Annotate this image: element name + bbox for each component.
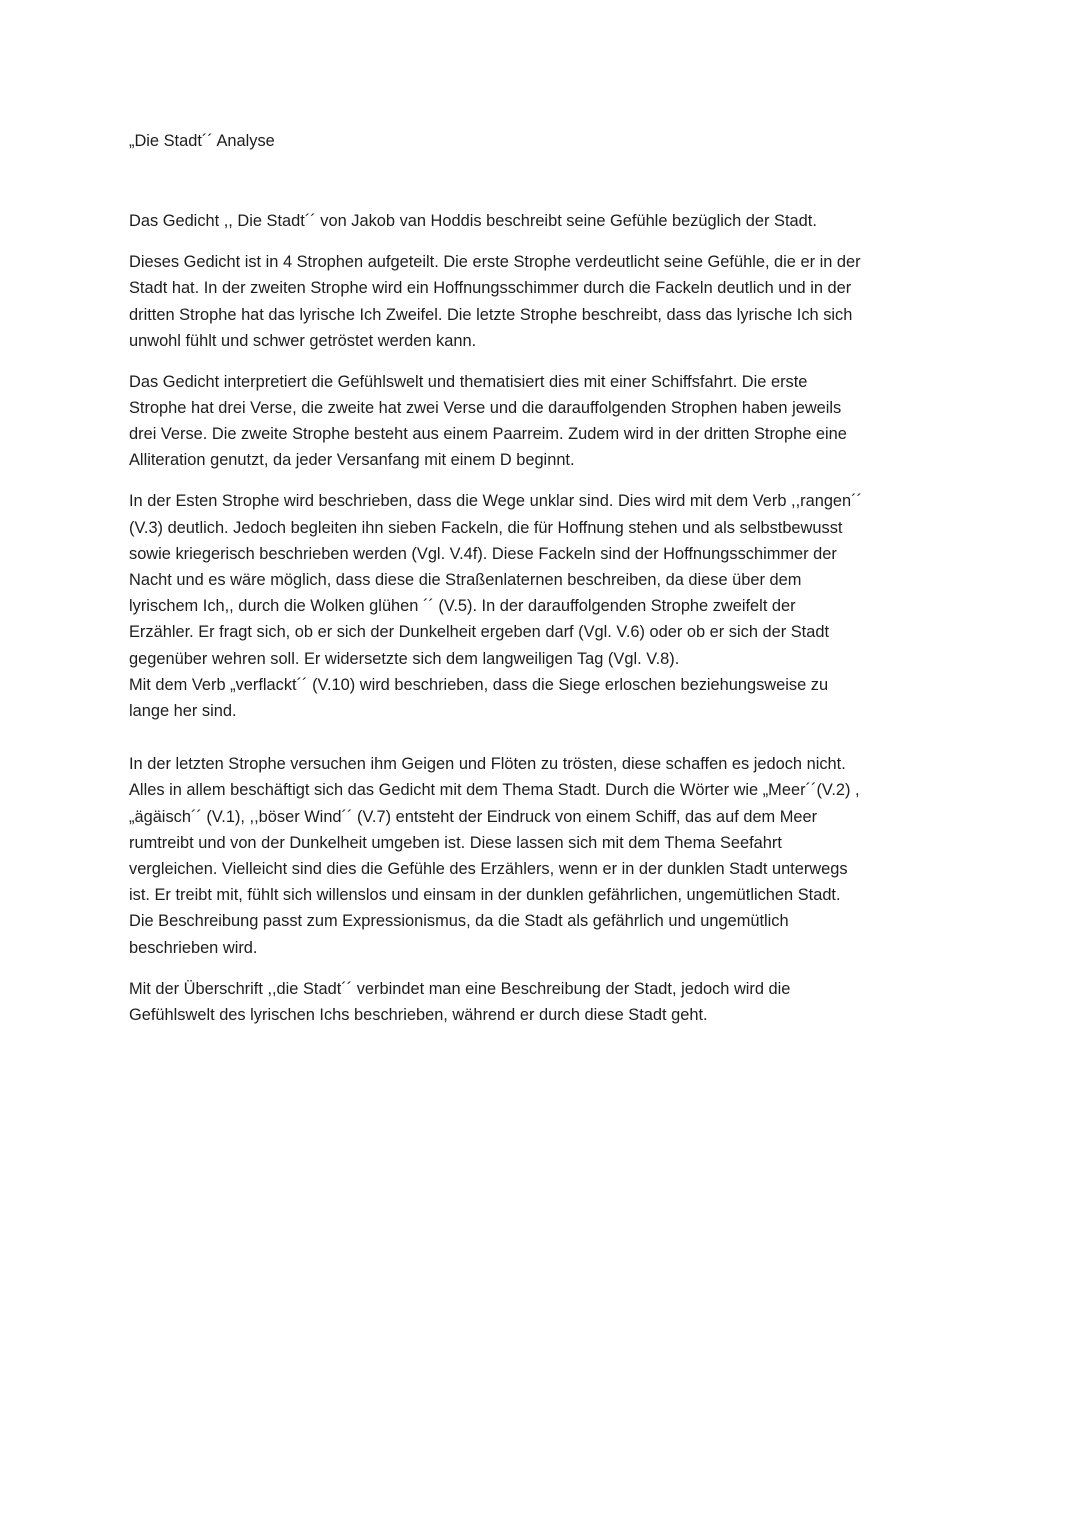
paragraph-structure: [129, 249, 949, 354]
text-line: In der letzten Strophe versuchen ihm Geigen und Flöten zu trösten, diese schaffen es jedoch nicht.: [129, 755, 846, 774]
text-line: In der Esten Strophe wird beschrieben, dass die Wege unklar sind. Dies wird mit dem Verb ,,rangen´´: [129, 492, 863, 511]
text-line: gegenüber wehren soll. Er widersetzte sich dem langweiligen Tag (Vgl. V.8).: [129, 649, 680, 668]
text-line: Das Gedicht interpretiert die Gefühlswelt und thematisiert dies mit einer Schiffsfahrt. Die erste: [129, 372, 808, 391]
text-line: ist. Er treibt mit, fühlt sich willenslos und einsam in der dunklen gefährlichen, ungemütlichen Stadt.: [129, 886, 841, 905]
text-line: Strophe hat drei Verse, die zweite hat zwei Verse und die darauffolgenden Strophen haben jeweils: [129, 399, 842, 418]
paragraph-intro: [129, 208, 949, 234]
text-line: Mit dem Verb „verflackt´´ (V.10) wird beschrieben, dass die Siege erloschen beziehungsweise zu: [129, 675, 829, 694]
paragraph-conclusion: [129, 976, 949, 1028]
text-line: lange her sind.: [129, 702, 237, 721]
text-line: drei Verse. Die zweite Strophe besteht aus einem Paarreim. Zudem wird in der dritten Strophe eine: [129, 425, 847, 444]
text-line: sowie kriegerisch beschrieben werden (Vgl. V.4f). Diese Fackeln sind der Hoffnungsschimmer der: [129, 544, 837, 563]
text-line: Die Beschreibung passt zum Expressionismus, da die Stadt als gefährlich und ungemütlich: [129, 912, 789, 931]
document-title: „Die Stadt´´ Analyse: [129, 132, 275, 150]
text-line: Nacht und es wäre möglich, dass diese die Straßenlaternen beschreiben, da diese über dem: [129, 571, 802, 590]
text-line: vergleichen. Vielleicht sind dies die Gefühle des Erzählers, wenn er in der dunklen Stadt unterwegs: [129, 860, 848, 879]
text-line: beschrieben wird.: [129, 938, 258, 957]
text-line: rumtreibt und von der Dunkelheit umgeben ist. Diese lassen sich mit dem Thema Seefahrt: [129, 833, 782, 852]
paragraph-analysis: [129, 488, 949, 724]
paragraph-last-stanza: [129, 751, 949, 961]
text-line: „ägäisch´´ (V.1), ,,böser Wind´´ (V.7) entsteht der Eindruck von einem Schiff, das auf dem Meer: [129, 807, 818, 826]
text-line: Das Gedicht ,, Die Stadt´´ von Jakob van Hoddis beschreibt seine Gefühle bezüglich der Stadt.: [129, 212, 817, 231]
text-line: Gefühlswelt des lyrischen Ichs beschrieben, während er durch diese Stadt geht.: [129, 1005, 708, 1024]
text-line: Dieses Gedicht ist in 4 Strophen aufgeteilt. Die erste Strophe verdeutlicht seine Gefühle, die er in der: [129, 253, 861, 272]
text-line: Alles in allem beschäftigt sich das Gedicht mit dem Thema Stadt. Durch die Wörter wie „Meer´´(V.2) ,: [129, 781, 860, 800]
text-line: (V.3) deutlich. Jedoch begleiten ihn sieben Fackeln, die für Hoffnung stehen und als selbstbewusst: [129, 518, 843, 537]
paragraph-form: [129, 369, 949, 474]
text-line: Alliteration genutzt, da jeder Versanfang mit einem D beginnt.: [129, 451, 575, 470]
text-line: unwohl fühlt und schwer getröstet werden kann.: [129, 331, 477, 350]
document-body: [129, 128, 949, 1043]
text-line: dritten Strophe hat das lyrische Ich Zweifel. Die letzte Strophe beschreibt, dass das lyrische Ich sich: [129, 305, 853, 324]
text-line: Erzähler. Er fragt sich, ob er sich der Dunkelheit ergeben darf (Vgl. V.6) oder ob er sich der Stadt: [129, 623, 830, 642]
text-line: Mit der Überschrift ,,die Stadt´´ verbindet man eine Beschreibung der Stadt, jedoch wird die: [129, 979, 791, 998]
text-line: Stadt hat. In der zweiten Strophe wird ein Hoffnungsschimmer durch die Fackeln deutlich und in der: [129, 279, 852, 298]
text-line: lyrischem Ich,, durch die Wolken glühen ´´ (V.5). In der darauffolgenden Strophe zweifelt der: [129, 597, 796, 616]
